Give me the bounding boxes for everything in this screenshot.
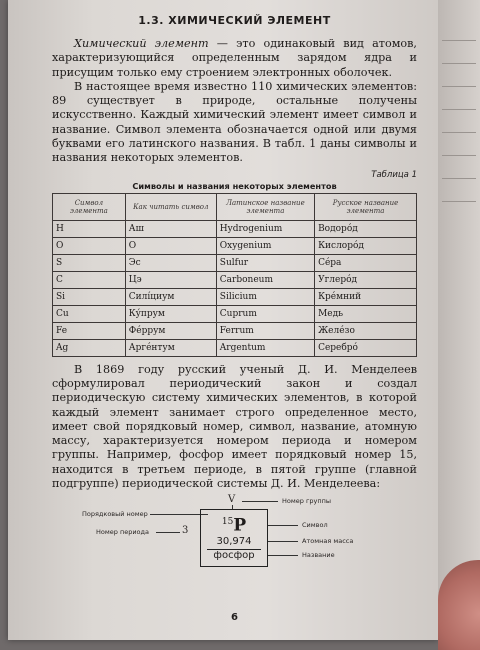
table-row <box>53 254 417 271</box>
element-cell <box>200 509 268 567</box>
intro-paragraph: В настоящее время известно 110 химических элементов: 89 существует в природе, остальные получены искусственно. Каждый химический элемент имеет символ и название. Символ элемента обозначается одной или двумя буквами его латинского названия. В табл. 1 даны символы и названия некоторых элементов. <box>52 79 417 165</box>
cell: Силíциум <box>125 288 216 305</box>
cell: Серебрó <box>315 339 417 356</box>
mass-arrow <box>268 541 298 542</box>
cell: Cuprum <box>216 305 314 322</box>
cell: О <box>125 237 216 254</box>
table-row <box>53 322 417 339</box>
symbol-text: P <box>233 516 247 536</box>
table-row <box>53 237 417 254</box>
cell: Сéра <box>315 254 417 271</box>
cell: Желéзо <box>315 322 417 339</box>
cell: Argentum <box>216 339 314 356</box>
symbol-arrow <box>268 525 298 526</box>
adjacent-page <box>438 0 480 640</box>
cell: Cu <box>53 305 126 322</box>
page-number: 6 <box>231 612 238 623</box>
cell: Ag <box>53 339 126 356</box>
header-symbol: Символ элемента <box>53 193 126 220</box>
table-header-row <box>53 193 417 220</box>
group-label: Номер группы <box>282 497 331 506</box>
name-label: Название <box>302 551 335 560</box>
cell: Silicium <box>216 288 314 305</box>
table-row <box>53 220 417 237</box>
element-diagram <box>52 495 417 580</box>
cell: Водорóд <box>315 220 417 237</box>
atomic-number: 15 <box>221 517 234 528</box>
definition-paragraph <box>52 37 417 80</box>
group-arrow <box>242 501 278 502</box>
table-row <box>53 288 417 305</box>
cell: Аш <box>125 220 216 237</box>
table-label: Таблица 1 <box>371 169 417 180</box>
page-content <box>52 10 417 623</box>
header-reading: Как читать символ <box>125 193 216 220</box>
mendeleev-paragraph: В 1869 году русский ученый Д. И. Менделеев сформулировал периодический закон и создал периодическую систему химических элементов, в которой каждый элемент занимает строго определенное место, имеет свой порядковый номер, символ, название, атомную массу, характеризуется номером периода и номером группы. Например, фосфор имеет порядковый номер 15, находится в третьем периоде, в пятой группе (главной подгруппе) периодической системы Д. И. Менделеева: <box>52 362 417 491</box>
cell: Кýпрум <box>125 305 216 322</box>
cell: Fe <box>53 322 126 339</box>
section-heading: 1.3. ХИМИЧЕСКИЙ ЭЛЕМЕНТ <box>138 14 331 27</box>
atomic-mass: 30,974 <box>216 536 252 547</box>
elements-table <box>52 193 417 357</box>
cell: Carboneum <box>216 271 314 288</box>
cell: Ferrum <box>216 322 314 339</box>
cell: Фéррум <box>125 322 216 339</box>
header-russian: Русское название элемента <box>315 193 417 220</box>
atomic-number-label: Порядковый номер <box>82 510 148 519</box>
cell: O <box>53 237 126 254</box>
name-arrow <box>268 555 298 556</box>
cell: Крéмний <box>315 288 417 305</box>
definition-text: — это одинаковый вид атомов, характеризующийся определенным зарядом ядра и присущим только ему строением электронных оболочек. <box>52 37 417 79</box>
cell: Si <box>53 288 126 305</box>
header-latin: Латинское название элемента <box>216 193 314 220</box>
period-number: 3 <box>182 525 189 537</box>
cell: Аргéнтум <box>125 339 216 356</box>
cell: C <box>53 271 126 288</box>
table-row <box>53 305 417 322</box>
symbol-label: Символ <box>302 521 328 530</box>
cell: Oxygenium <box>216 237 314 254</box>
table-title: Символы и названия некоторых элементов <box>132 180 337 191</box>
period-arrow <box>156 532 180 533</box>
cell: S <box>53 254 126 271</box>
definition-term: Химический элемент <box>74 37 209 50</box>
cell: Кислорóд <box>315 237 417 254</box>
table-row <box>53 339 417 356</box>
period-label: Номер периода <box>96 528 150 537</box>
cell: Медь <box>315 305 417 322</box>
table-row <box>53 271 417 288</box>
group-numeral: V <box>228 494 236 506</box>
cell: Hydrogenium <box>216 220 314 237</box>
cell: H <box>53 220 126 237</box>
element-name: фосфор <box>207 549 261 562</box>
cell: Углерóд <box>315 271 417 288</box>
cell: Sulfur <box>216 254 314 271</box>
mass-label: Атомная масса <box>302 537 354 546</box>
element-symbol <box>201 512 267 536</box>
cell: Цэ <box>125 271 216 288</box>
cell: Эс <box>125 254 216 271</box>
